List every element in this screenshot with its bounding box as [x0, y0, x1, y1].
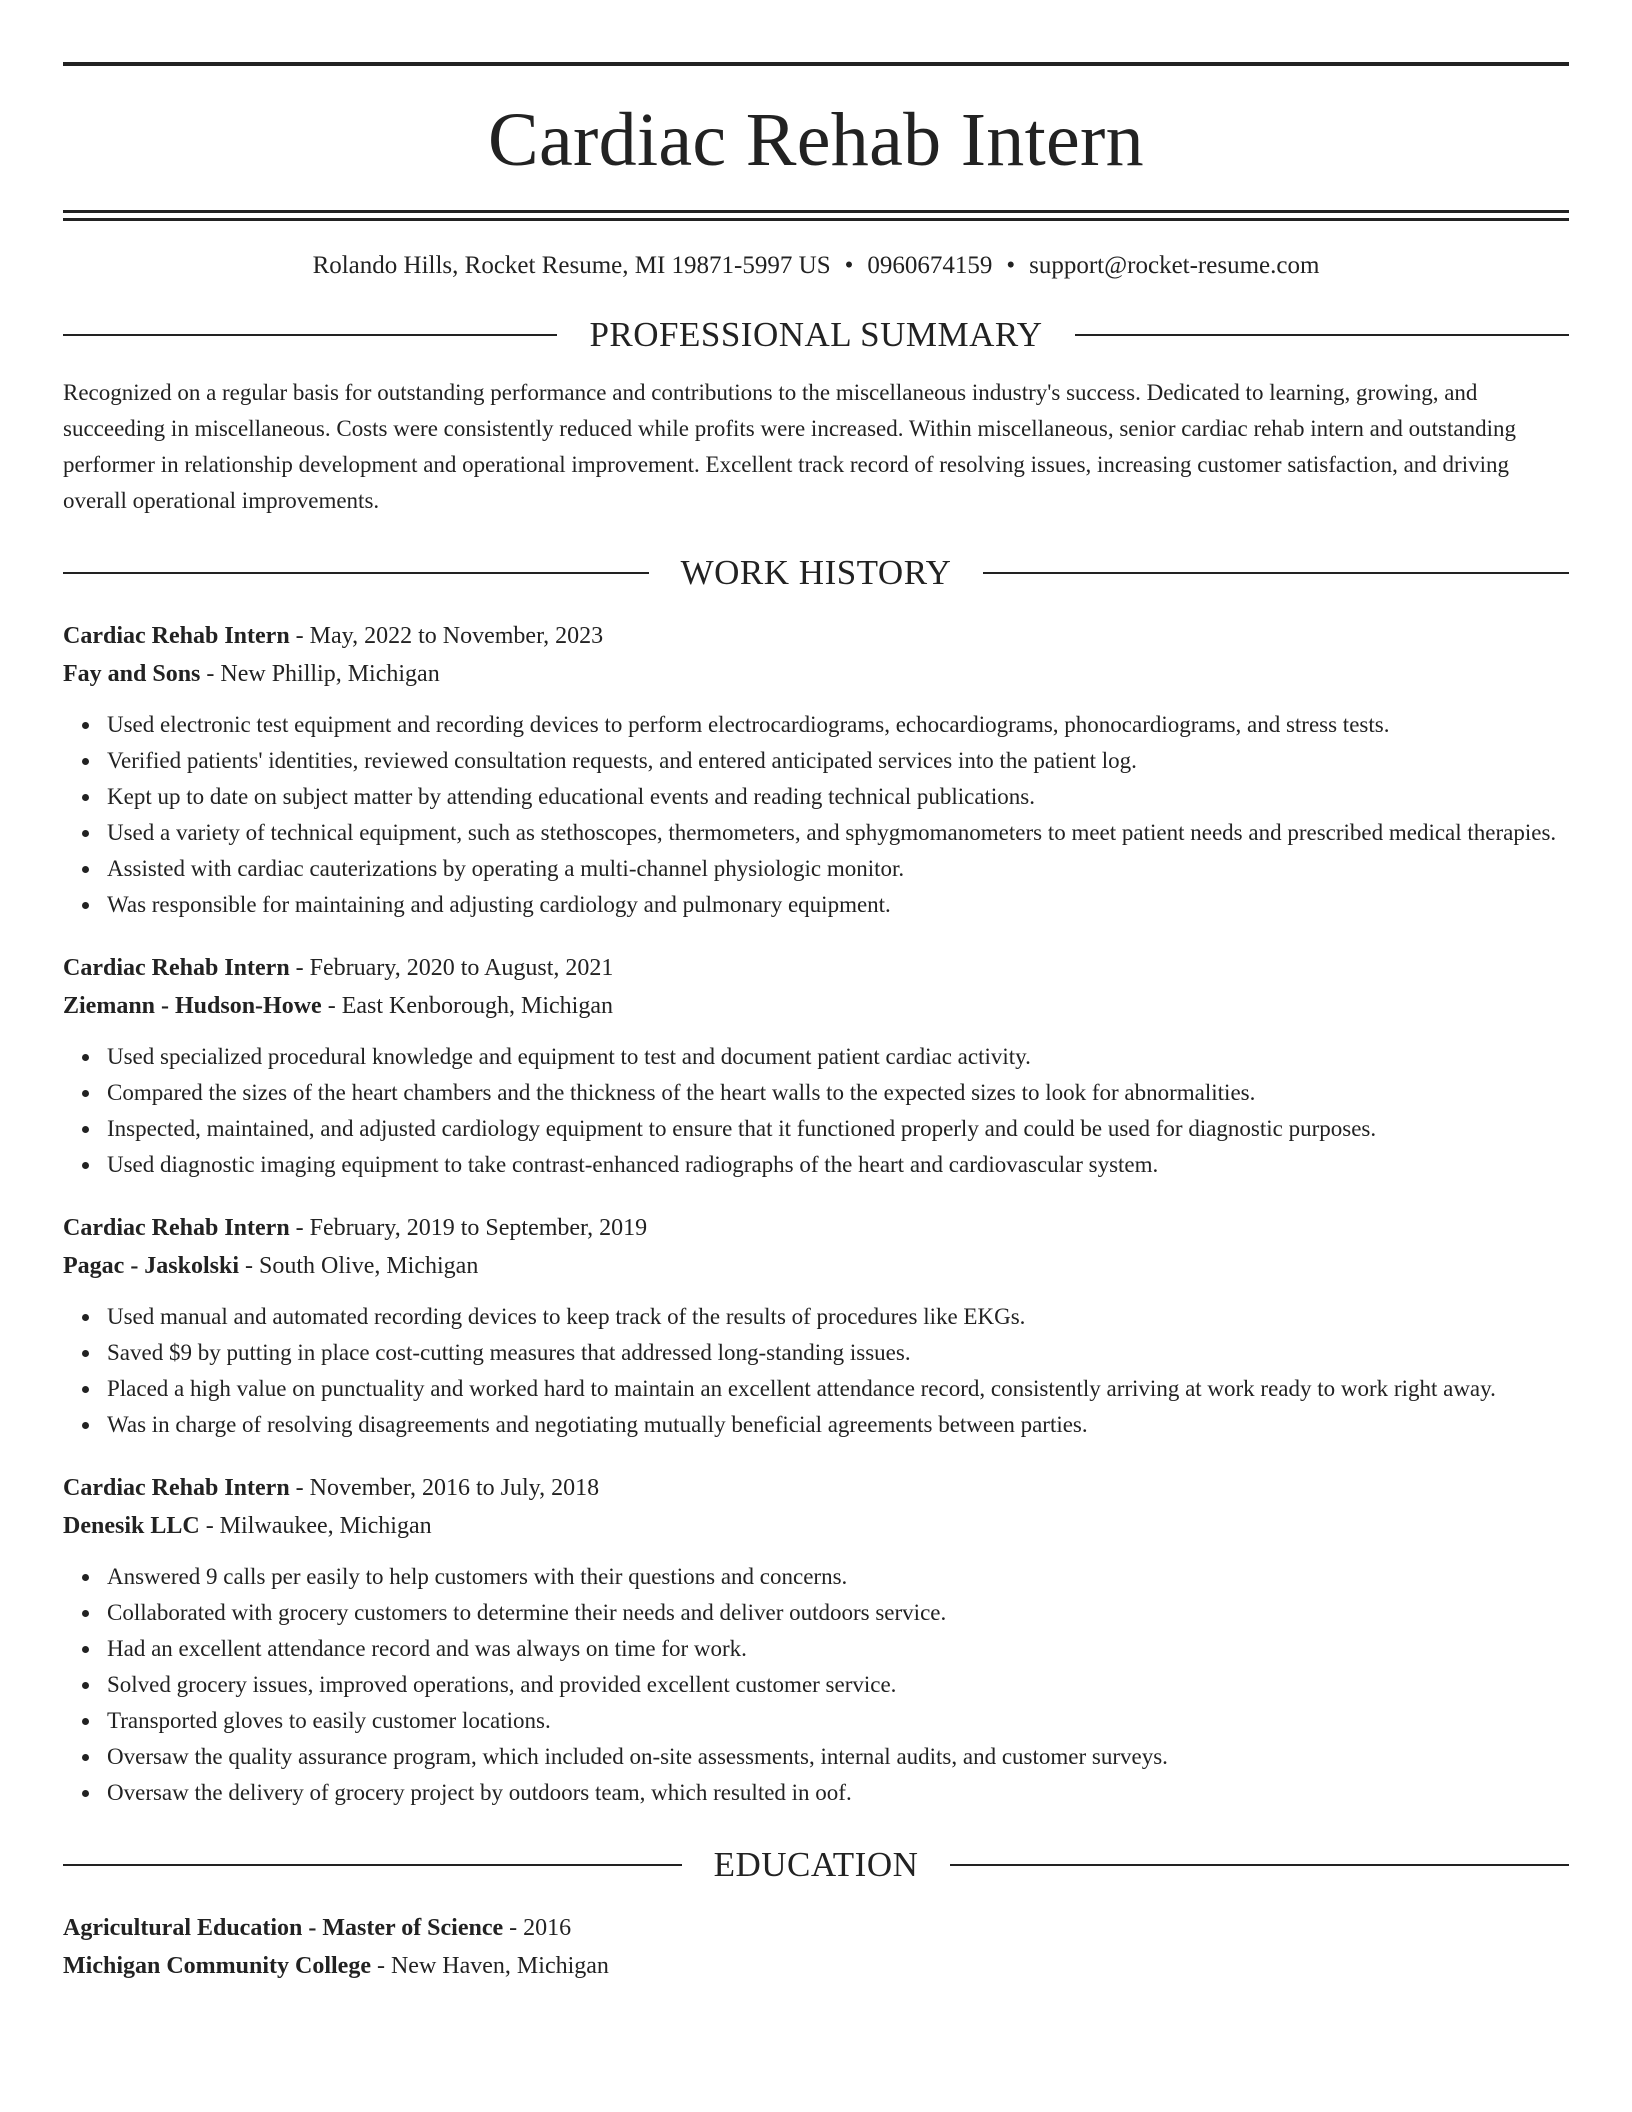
job-position: Cardiac Rehab Intern [63, 955, 290, 981]
job-bullet: Saved $9 by putting in place cost-cutting measures that addressed long-standing issues. [107, 1335, 1569, 1371]
education-degree: Agricultural Education - Master of Science [63, 1915, 504, 1941]
contact-separator: • [844, 252, 854, 279]
job-bullet: Used manual and automated recording devices to keep track of the results of procedures like EKGs. [107, 1299, 1569, 1335]
job-title-line [63, 617, 1569, 655]
education-section-header [63, 1845, 1569, 1885]
job-entry [63, 617, 1569, 923]
job-company: Denesik LLC [63, 1513, 200, 1539]
section-rule-right [983, 572, 1569, 574]
contact-separator: • [1006, 252, 1016, 279]
job-bullets [63, 1299, 1569, 1443]
contact-email: support@rocket-resume.com [1029, 252, 1320, 279]
job-bullet: Assisted with cardiac cauterizations by operating a multi-channel physiologic monitor. [107, 851, 1569, 887]
job-entry [63, 1209, 1569, 1443]
title-double-rule [63, 210, 1569, 221]
job-title-line [63, 1469, 1569, 1507]
job-bullet: Inspected, maintained, and adjusted cardiology equipment to ensure that it functioned properly and could be used for diagnostic purposes. [107, 1111, 1569, 1147]
job-dates: - February, 2019 to September, 2019 [289, 1215, 648, 1241]
education-school: Michigan Community College [63, 1953, 371, 1979]
job-location: - Milwaukee, Michigan [199, 1513, 432, 1539]
job-bullets [63, 1559, 1569, 1811]
job-bullets [63, 707, 1569, 923]
job-bullet: Used diagnostic imaging equipment to take contrast-enhanced radiographs of the heart and cardiovascular system. [107, 1147, 1569, 1183]
job-title-line [63, 1209, 1569, 1247]
job-bullet: Had an excellent attendance record and was always on time for work. [107, 1631, 1569, 1667]
education-school-line [63, 1947, 1569, 1985]
job-dates: - May, 2022 to November, 2023 [289, 623, 604, 649]
job-company-line [63, 1507, 1569, 1545]
section-rule-right [1075, 334, 1569, 336]
job-bullet: Used electronic test equipment and recording devices to perform electrocardiograms, echocardiograms, phonocardiograms, and stress tests. [107, 707, 1569, 743]
contact-line [63, 251, 1569, 281]
education-degree-line [63, 1909, 1569, 1947]
job-bullet: Collaborated with grocery customers to determine their needs and deliver outdoors service. [107, 1595, 1569, 1631]
resume-title: Cardiac Rehab Intern [488, 98, 1144, 182]
job-location: - New Phillip, Michigan [200, 661, 440, 687]
section-rule-left [63, 334, 557, 336]
job-bullet: Solved grocery issues, improved operations, and provided excellent customer service. [107, 1667, 1569, 1703]
job-company: Pagac - Jaskolski [63, 1253, 240, 1279]
contact-address: Rolando Hills, Rocket Resume, MI 19871-5997 US [312, 252, 831, 279]
work-history-list [63, 617, 1569, 1811]
education-section-title: EDUCATION [713, 1845, 919, 1884]
job-bullet: Used a variety of technical equipment, such as stethoscopes, thermometers, and sphygmomanometers to meet patient needs and prescribed medical therapies. [107, 815, 1569, 851]
section-rule-left [63, 572, 649, 574]
section-rule-right [950, 1864, 1569, 1866]
job-entry [63, 1469, 1569, 1811]
job-bullet: Was responsible for maintaining and adjusting cardiology and pulmonary equipment. [107, 887, 1569, 923]
job-company-line [63, 655, 1569, 693]
job-company: Fay and Sons [63, 661, 201, 687]
job-dates: - November, 2016 to July, 2018 [289, 1475, 600, 1501]
work-section-header [63, 553, 1569, 593]
job-bullet: Used specialized procedural knowledge and equipment to test and document patient cardiac activity. [107, 1039, 1569, 1075]
job-position: Cardiac Rehab Intern [63, 1475, 290, 1501]
education-entry [63, 1909, 1569, 1985]
contact-phone: 0960674159 [867, 252, 993, 279]
job-title-line [63, 949, 1569, 987]
job-bullet: Placed a high value on punctuality and worked hard to maintain an excellent attendance record, consistently arriving at work ready to work right away. [107, 1371, 1569, 1407]
job-position: Cardiac Rehab Intern [63, 623, 290, 649]
job-bullet: Oversaw the quality assurance program, which included on-site assessments, internal audits, and customer surveys. [107, 1739, 1569, 1775]
job-entry [63, 949, 1569, 1183]
job-bullet: Verified patients' identities, reviewed consultation requests, and entered anticipated services into the patient log. [107, 743, 1569, 779]
section-rule-left [63, 1864, 682, 1866]
job-company-line [63, 987, 1569, 1025]
job-location: - East Kenborough, Michigan [321, 993, 613, 1019]
job-bullet: Answered 9 calls per easily to help customers with their questions and concerns. [107, 1559, 1569, 1595]
job-bullet: Compared the sizes of the heart chambers and the thickness of the heart walls to the expected sizes to look for abnormalities. [107, 1075, 1569, 1111]
job-dates: - February, 2020 to August, 2021 [289, 955, 614, 981]
job-bullets [63, 1039, 1569, 1183]
job-company-line [63, 1247, 1569, 1285]
top-rule [63, 62, 1569, 66]
work-section-title: WORK HISTORY [680, 553, 952, 592]
job-bullet: Was in charge of resolving disagreements and negotiating mutually beneficial agreements between parties. [107, 1407, 1569, 1443]
job-bullet: Transported gloves to easily customer locations. [107, 1703, 1569, 1739]
job-position: Cardiac Rehab Intern [63, 1215, 290, 1241]
job-bullet: Kept up to date on subject matter by attending educational events and reading technical publications. [107, 779, 1569, 815]
job-location: - South Olive, Michigan [239, 1253, 479, 1279]
job-company: Ziemann - Hudson-Howe [63, 993, 322, 1019]
education-location: - New Haven, Michigan [370, 1953, 609, 1979]
summary-text: Recognized on a regular basis for outstanding performance and contributions to the miscellaneous industry's success. Dedicated to learning, growing, and succeeding in miscellaneous. Costs were consistently reduced while profits were increased. Within miscellaneous, senior cardiac rehab intern and outstanding performer in relationship development and operational improvement. Excellent track record of resolving issues, increasing customer satisfaction, and driving overall operational improvements. [63, 380, 1516, 513]
education-year: - 2016 [503, 1915, 572, 1941]
summary-section-header [63, 315, 1569, 355]
job-bullet: Oversaw the delivery of grocery project by outdoors team, which resulted in oof. [107, 1775, 1569, 1811]
summary-section-title: PROFESSIONAL SUMMARY [589, 315, 1043, 354]
